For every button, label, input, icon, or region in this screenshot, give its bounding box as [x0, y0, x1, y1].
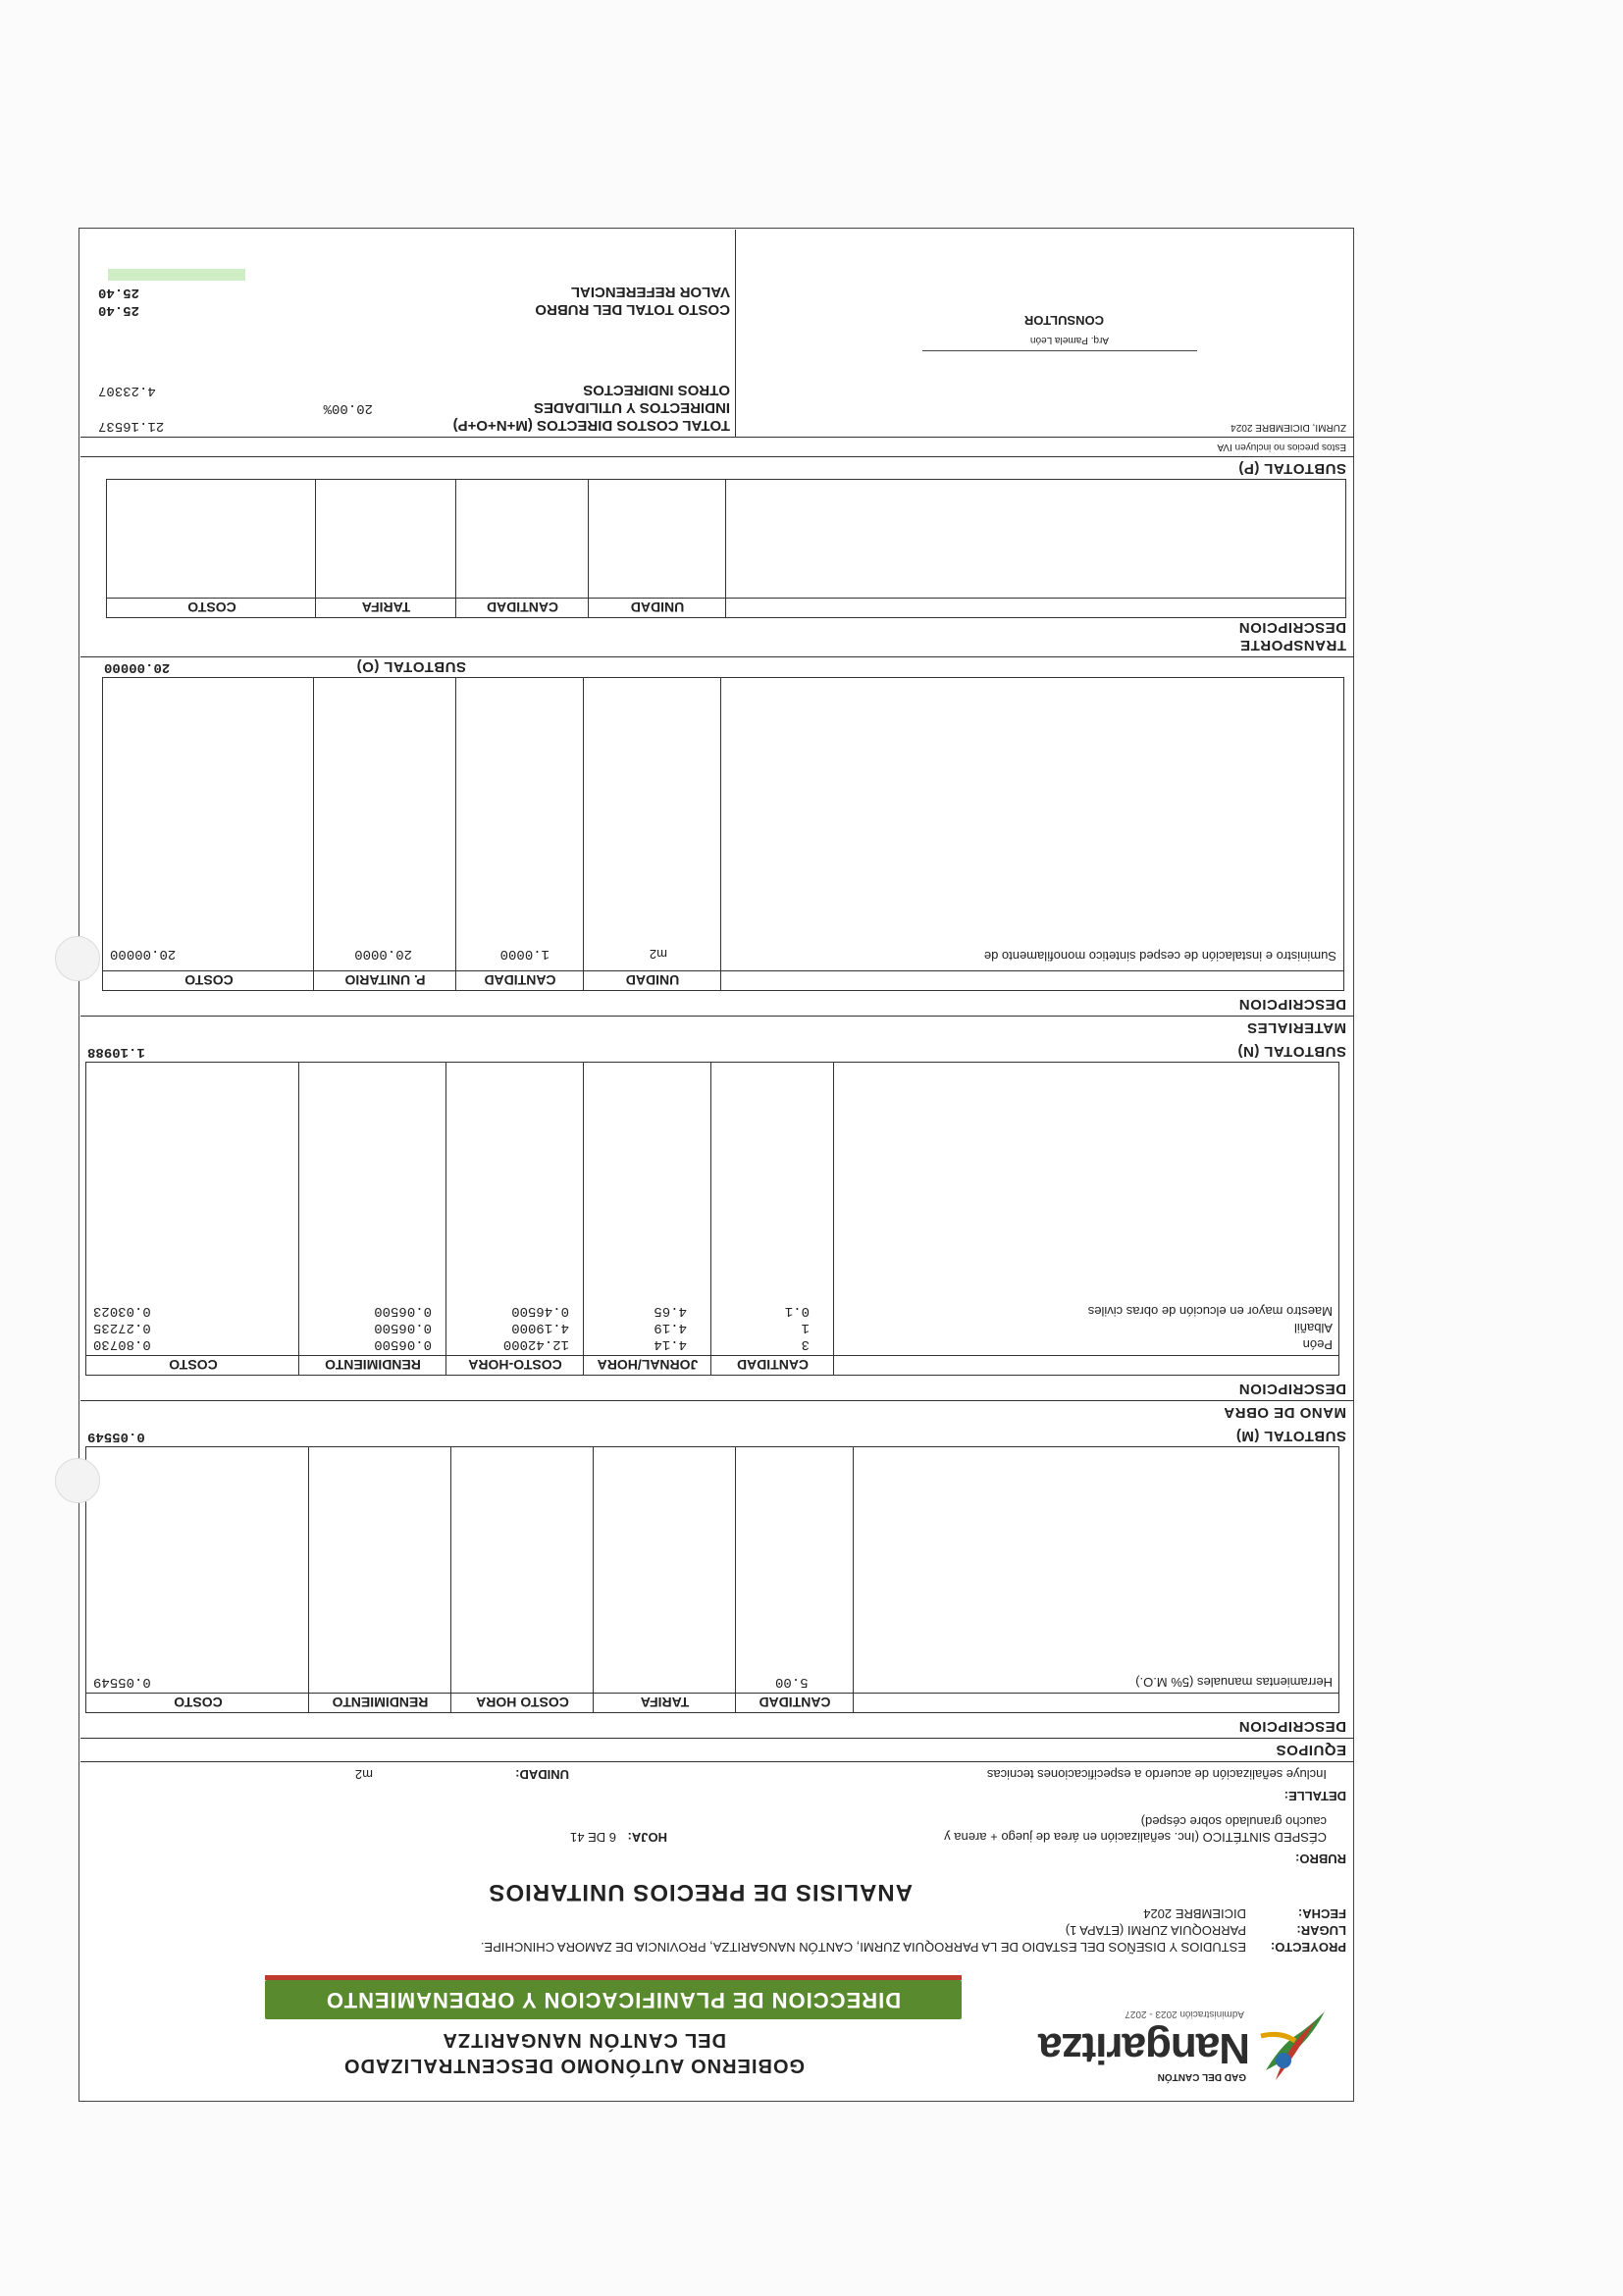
gad-title-line2: DEL CANTÓN NANGARITZA	[442, 2029, 726, 2051]
place-date: ZURMI, DICIEMBRE 2024	[1230, 422, 1346, 433]
hummingbird-logo-icon	[1256, 2002, 1335, 2090]
gad-title-line1: GOBIERNO AUTÓNOMO DESCENTRALIZADO	[342, 2055, 805, 2076]
equipos-subtotal-value: 0.05549	[87, 1429, 145, 1444]
totals-divider	[735, 230, 736, 438]
signature-line	[922, 350, 1197, 351]
transporte-col-rule	[725, 479, 726, 618]
equipos-col-rule	[450, 1446, 451, 1713]
equipos-row-desc: Herramientas manuales (5% M.O.)	[1135, 1675, 1333, 1690]
proyecto-label: PROYECTO:	[1270, 1940, 1346, 1955]
mano-obra-row-jornal: 4.14	[654, 1336, 687, 1352]
punch-hole	[55, 1458, 100, 1503]
equipos-col-rule	[593, 1446, 594, 1713]
mano-obra-row-rend: 0.06500	[374, 1303, 432, 1319]
mano-obra-row-costo: 0.80730	[93, 1336, 151, 1352]
materiales-table	[102, 677, 1344, 991]
costo-total-value: 25.40	[98, 302, 140, 318]
equipos-title-rule	[80, 1738, 1354, 1739]
materiales-header-unitario: P. UNITARIO	[344, 972, 426, 988]
mano-obra-row-costo-hora: 0.46500	[511, 1303, 569, 1319]
transporte-header-rule	[106, 598, 1346, 599]
gad-logo	[1021, 2002, 1335, 2090]
document-sheet	[79, 228, 1354, 2102]
transporte-subtotal-label: SUBTOTAL (P)	[1237, 460, 1346, 477]
equipos-header-tarifa: TARIFA	[640, 1695, 690, 1710]
mano-obra-title: MANO DE OBRA	[1223, 1404, 1346, 1421]
mano-obra-header-costo: COSTO	[169, 1357, 218, 1373]
indirectos-pct: 20.00%	[323, 400, 373, 416]
materiales-row-unidad: m2	[649, 947, 667, 962]
otros-indirectos-label: OTROS INDIRECTOS	[583, 382, 730, 398]
total-directos-label: TOTAL COSTOS DIRECTOS (M+N+O+P)	[452, 417, 730, 434]
rubro-line2: caucho granulado sobre césped)	[1140, 1814, 1327, 1829]
equipos-header-costo-hora: COSTO HORA	[476, 1695, 569, 1710]
banner-accent	[265, 1975, 962, 1980]
mano-obra-row-costo: 0.03023	[93, 1303, 151, 1319]
materiales-subtotal-label: SUBTOTAL (O)	[356, 658, 466, 675]
materiales-row-unitario: 20.0000	[354, 946, 412, 962]
equipos-row-cantidad: 5.00	[775, 1674, 809, 1690]
materiales-header-rule	[102, 970, 1344, 971]
equipos-top-rule	[80, 1761, 1354, 1762]
materiales-header-cantidad: CANTIDAD	[484, 972, 556, 988]
materiales-col-rule	[455, 677, 456, 991]
materiales-header-costo: COSTO	[184, 972, 234, 988]
mano-obra-row-cantidad: 3	[801, 1336, 810, 1352]
transporte-header-descripcion: DESCRIPCION	[1238, 619, 1346, 636]
proyecto-value: ESTUDIOS Y DISEÑOS DEL ESTADIO DE LA PARROQUIA ZURMI, CANTÓN NANGARITZA, PROVINCIA DE ZAMORA CHINCHIPE.	[480, 1940, 1246, 1955]
page-title: ANALISIS DE PRECIOS UNITARIOS	[488, 1879, 913, 1905]
mano-obra-header-jornal: JORNAL/HORA	[597, 1357, 699, 1373]
rubro-line1: CÉSPED SINTÉTICO (Inc. señalización en área de juego + arena y	[944, 1830, 1327, 1845]
mano-obra-row-rend: 0.06500	[374, 1320, 432, 1335]
equipos-header-descripcion: DESCRIPCION	[1238, 1718, 1346, 1735]
mano-obra-header-cantidad: CANTIDAD	[736, 1357, 810, 1373]
equipos-title: EQUIPOS	[1276, 1742, 1346, 1758]
materiales-subtotal-value: 20.00000	[104, 659, 171, 675]
logo-small-text: GAD DEL CANTÓN	[1157, 2071, 1246, 2082]
transporte-header-tarifa: TARIFA	[361, 600, 411, 615]
materiales-title-rule	[80, 1016, 1354, 1017]
mano-obra-row-desc: Maestro mayor en elcución de obras civiles	[1087, 1304, 1333, 1319]
indirectos-value: 4.23307	[98, 383, 156, 398]
mano-obra-row-cantidad: 1	[801, 1320, 810, 1335]
mano-obra-row-jornal: 4.19	[654, 1320, 687, 1335]
mano-obra-row-desc: Peón	[1302, 1337, 1333, 1352]
valor-ref-highlight	[108, 269, 245, 281]
materiales-header-unidad: UNIDAD	[625, 972, 680, 988]
mano-obra-header-rule	[85, 1355, 1339, 1356]
equipos-header-rule	[85, 1693, 1339, 1694]
planning-banner: DIRECCION DE PLANIFICACION Y ORDENAMIENTO	[265, 1980, 962, 2019]
equipos-header-rendimiento: RENDIMIENTO	[332, 1695, 429, 1710]
mano-obra-col-rule	[833, 1062, 834, 1376]
punch-hole	[55, 936, 100, 981]
mano-obra-col-rule	[710, 1062, 711, 1376]
transporte-col-rule	[315, 479, 316, 618]
equipos-header-cantidad: CANTIDAD	[759, 1695, 831, 1710]
materiales-header-descripcion: DESCRIPCION	[1238, 996, 1346, 1013]
signer-role: CONSULTOR	[1023, 313, 1104, 328]
equipos-subtotal-label: SUBTOTAL (M)	[1235, 1428, 1346, 1444]
costo-total-label: COSTO TOTAL DEL RUBRO	[535, 301, 730, 318]
mano-obra-row-cantidad: 0.1	[784, 1303, 810, 1319]
materiales-row-cantidad: 1.0000	[499, 946, 550, 962]
hoja-label: HOJA:	[627, 1830, 667, 1845]
mano-obra-header-rendimiento: RENDIMIENTO	[325, 1357, 421, 1373]
transporte-header-costo: COSTO	[187, 600, 236, 615]
transporte-bottom-rule	[80, 456, 1354, 457]
unidad-value: m2	[354, 1767, 373, 1782]
transporte-top-rule	[80, 656, 1354, 657]
materiales-col-rule	[720, 677, 721, 991]
logo-name: Nangaritza	[1039, 2024, 1250, 2072]
lugar-label: LUGAR:	[1296, 1923, 1346, 1938]
transporte-header-unidad: UNIDAD	[630, 600, 685, 615]
fecha-value: DICIEMBRE 2024	[1143, 1906, 1246, 1921]
detalle-value: Incluye señalización de acuerdo a especificaciones tecnicas	[986, 1767, 1327, 1782]
lugar-value: PARROQUIA ZURMI (ETAPA 1)	[1065, 1923, 1246, 1938]
unidad-label: UNIDAD:	[515, 1767, 569, 1782]
total-directos-value: 21.16537	[98, 418, 165, 434]
valor-ref-label: VALOR REFERENCIAL	[570, 284, 730, 300]
materiales-title: MATERIALES	[1246, 1019, 1346, 1036]
mano-obra-row-jornal: 4.65	[654, 1303, 687, 1319]
mano-obra-row-costo: 0.27235	[93, 1320, 151, 1335]
mano-obra-subtotal-label: SUBTOTAL (N)	[1237, 1043, 1346, 1060]
materiales-row-costo: 20.00000	[110, 946, 177, 962]
mano-obra-title-rule	[80, 1400, 1354, 1401]
valor-ref-value: 25.40	[98, 285, 140, 300]
mano-obra-col-rule	[583, 1062, 584, 1376]
materiales-col-rule	[583, 677, 584, 991]
mano-obra-subtotal-value: 1.10988	[87, 1044, 145, 1060]
mano-obra-header-descripcion: DESCRIPCION	[1238, 1381, 1346, 1397]
mano-obra-row-costo-hora: 12.42000	[502, 1336, 569, 1352]
fecha-label: FECHA:	[1297, 1906, 1346, 1921]
transporte-col-rule	[588, 479, 589, 618]
equipos-header-costo: COSTO	[174, 1695, 223, 1710]
detalle-label: DETALLE:	[1283, 1789, 1346, 1803]
hoja-value: 6 DE 41	[570, 1830, 616, 1845]
indirectos-label: INDIRECTOS Y UTILIDADES	[533, 399, 730, 416]
mano-obra-row-costo-hora: 4.19000	[511, 1320, 569, 1335]
logo-admin: Administración 2023 - 2027	[1125, 2009, 1244, 2019]
materiales-row-desc: Suministro e instalación de cesped sintetico monofilamento de	[983, 949, 1336, 964]
transporte-col-rule	[455, 479, 456, 618]
materiales-col-rule	[313, 677, 314, 991]
rubro-label: RUBRO:	[1295, 1852, 1346, 1866]
equipos-col-rule	[735, 1446, 736, 1713]
note-rule	[80, 437, 1354, 438]
mano-obra-header-costo-hora: COSTO-HORA	[468, 1357, 562, 1373]
mano-obra-col-rule	[445, 1062, 446, 1376]
transporte-header-cantidad: CANTIDAD	[486, 600, 559, 615]
iva-note: Estos precios no incluyen IVA	[1217, 442, 1346, 452]
mano-obra-row-rend: 0.06500	[374, 1336, 432, 1352]
mano-obra-row-desc: Albañil	[1293, 1321, 1333, 1335]
equipos-row-costo: 0.05549	[93, 1674, 151, 1690]
signer-name: Arq. Pamela León	[1029, 335, 1109, 345]
transporte-title: TRANSPORTE	[1239, 637, 1346, 653]
